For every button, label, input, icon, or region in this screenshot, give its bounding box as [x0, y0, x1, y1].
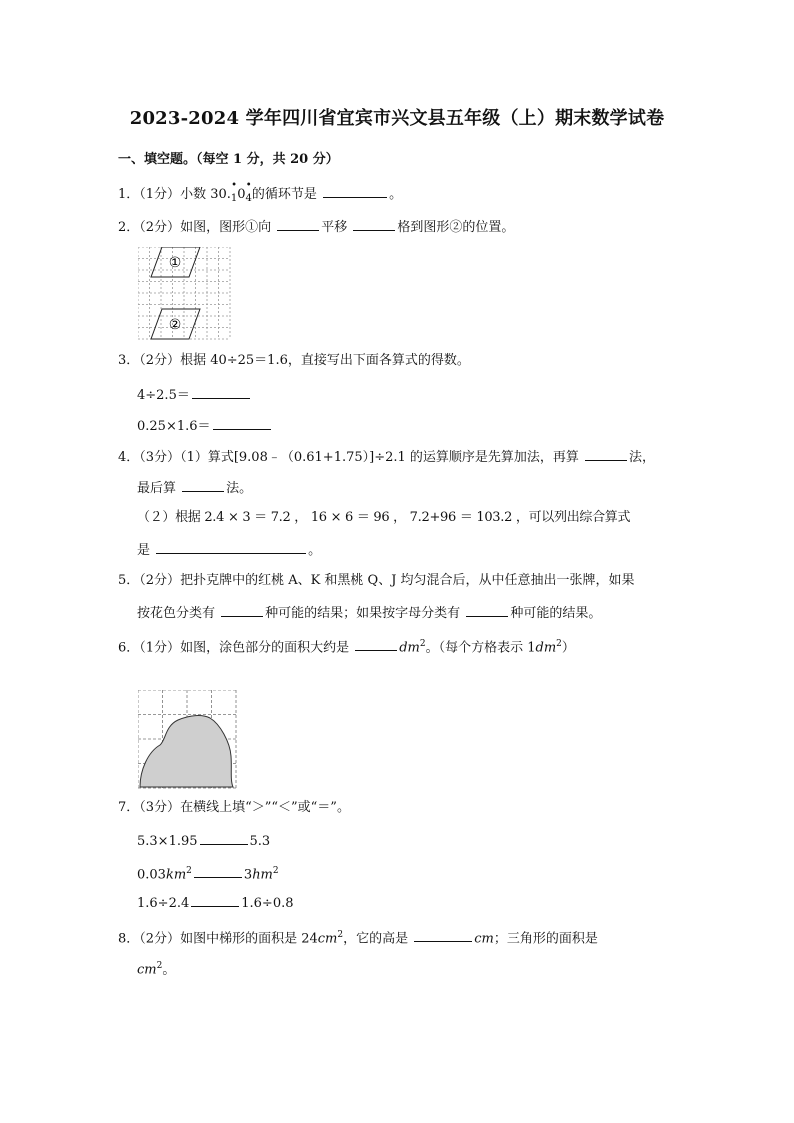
question-7-compare-2: $0.03km^2$ $3hm^2$ — [137, 866, 279, 883]
page-title: 2023-2024 学年四川省宜宾市兴文县五年级（上）期末数学试卷 — [129, 108, 665, 129]
section-heading: 一、填空题。（每空 1 分，共 20 分） — [118, 152, 339, 167]
answer-blank[interactable] — [414, 928, 472, 942]
shape-label-2: ② — [168, 317, 182, 333]
shape-label-1: ① — [168, 255, 182, 271]
answer-blank[interactable] — [353, 217, 395, 231]
question-3-expression-2: 0.25×1.6＝ — [137, 416, 273, 436]
question-7-compare-3: 1.6÷2.4 1.6÷0.8 — [137, 893, 294, 913]
question-1: 1．（1分）小数 30. • $_1$0 • $_4$的循环节是 。 — [118, 180, 403, 204]
shaded-area-figure — [138, 690, 238, 790]
answer-blank[interactable] — [182, 478, 224, 492]
repeating-digit-2: • $_4$ — [245, 180, 252, 204]
answer-blank[interactable] — [156, 540, 306, 554]
answer-blank[interactable] — [323, 184, 387, 198]
grid-translation-figure — [138, 247, 232, 341]
answer-blank[interactable] — [213, 416, 271, 430]
question-3: 3．（2分）根据 40÷25＝1.6，直接写出下面各算式的得数。 — [118, 353, 470, 368]
answer-blank[interactable] — [585, 447, 627, 461]
question-7-compare-1: 5.3×1.95 5.3 — [137, 831, 270, 851]
answer-blank[interactable] — [192, 385, 250, 399]
answer-blank[interactable] — [277, 217, 319, 231]
answer-blank[interactable] — [466, 603, 508, 617]
question-6: 6．（1分）如图，涂色部分的面积大约是 $dm^2$。（每个方格表示 $1dm^2$） — [118, 639, 575, 656]
question-8-line-1: 8．（2分）如图中梯形的面积是 $24cm^2$，它的高是 cm；三角形的面积是 — [118, 930, 598, 947]
answer-blank[interactable] — [200, 831, 248, 845]
answer-blank[interactable] — [355, 637, 397, 651]
question-4-line-1: 4．（3分）（1）算式[9.08﹣（0.61+1.75）]÷2.1 的运算顺序是先算加法，再算 法， — [118, 447, 655, 467]
answer-blank[interactable] — [221, 603, 263, 617]
question-5-line-2: 按花色分类有 种可能的结果；如果按字母分类有 种可能的结果。 — [137, 603, 601, 623]
question-8-line-2: $cm^2$。 — [137, 961, 176, 978]
question-4-line-2: 最后算 法。 — [137, 478, 252, 498]
answer-blank[interactable] — [194, 864, 242, 878]
question-5-line-1: 5．（2分）把扑克牌中的红桃 A、K 和黑桃 Q、J 均匀混合后，从中任意抽出一张牌，如果 — [118, 573, 635, 588]
question-7: 7．（3分）在横线上填“＞”“＜”或“＝”。 — [118, 800, 350, 815]
question-4-line-4: 是 。 — [137, 540, 321, 560]
question-2: 2．（2分）如图，图形①向 平移 格到图形②的位置。 — [118, 217, 514, 237]
shaded-region — [140, 716, 233, 787]
question-3-expression-1: 4÷2.5＝ — [137, 385, 252, 405]
answer-blank[interactable] — [191, 893, 239, 907]
question-4-line-3: （２）根据 2.4 × 3 ＝ 7.2 ， 16 × 6 ＝ 96 ， 7.2+96 ＝ 103.2 ，可以列出综合算式 — [137, 510, 631, 525]
repeating-digit-1: • $_1$ — [230, 180, 238, 204]
